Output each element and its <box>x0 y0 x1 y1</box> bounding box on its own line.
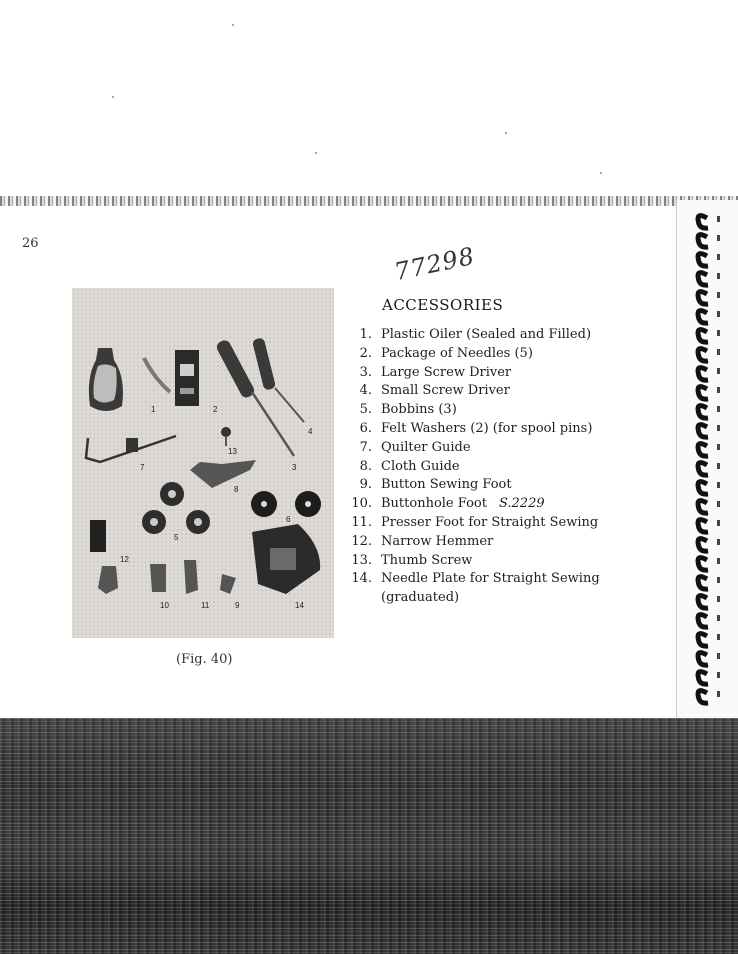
list-item <box>340 458 640 477</box>
binding-ring <box>698 273 708 286</box>
section-title: ACCESSORIES <box>382 296 504 314</box>
photo-label: 3 <box>292 463 297 472</box>
binding-ring <box>698 520 708 533</box>
item-number: 1. <box>359 327 372 342</box>
binding-ring <box>698 558 708 571</box>
foot-image <box>98 566 118 594</box>
photo-label: 7 <box>140 463 145 472</box>
list-item <box>340 514 640 533</box>
binding-ring <box>698 463 708 476</box>
figure-caption: (Fig. 40) <box>176 652 233 667</box>
binding-ring <box>698 330 708 343</box>
list-item <box>340 476 640 495</box>
list-item <box>340 495 640 514</box>
item-text: Presser Foot for Straight Sewing <box>381 514 599 530</box>
page-top-edge <box>0 196 738 206</box>
binding-ring <box>698 691 708 704</box>
item-text: Cloth Guide <box>381 458 460 474</box>
spiral-binding <box>676 200 738 724</box>
binding-hole <box>717 311 720 317</box>
scan-speck <box>505 132 507 134</box>
item-number: 4. <box>359 383 372 399</box>
item-text: Plastic Oiler (Sealed and Filled) <box>381 327 592 342</box>
item-number: 2. <box>359 345 372 361</box>
scan-background <box>0 718 738 954</box>
photo-label: 10 <box>160 601 169 610</box>
binding-hole <box>717 520 720 526</box>
binding-hole <box>717 596 720 602</box>
photo-label: 8 <box>234 485 239 494</box>
binding-hole <box>717 349 720 355</box>
foot-image <box>220 574 236 594</box>
photo-label: 2 <box>213 405 218 414</box>
page-number: 26 <box>22 236 39 251</box>
binding-ring <box>698 349 708 362</box>
item-number: 6. <box>359 420 372 436</box>
list-item-continuation: (graduated) <box>381 590 460 606</box>
photo-label: 6 <box>286 515 291 524</box>
item-number: 5. <box>359 402 372 418</box>
list-item <box>340 364 640 383</box>
binding-hole <box>717 691 720 697</box>
item-text: Narrow Hemmer <box>381 533 494 549</box>
item-number: 14. <box>351 571 372 587</box>
binding-hole <box>717 558 720 564</box>
binding-ring <box>698 482 708 495</box>
needle-pack-image <box>175 350 199 406</box>
item-text: Thumb Screw <box>381 552 473 568</box>
item-text: Button Sewing Foot <box>381 477 512 493</box>
foot-image <box>150 564 166 592</box>
binding-ring <box>698 387 708 400</box>
list-item <box>340 439 640 458</box>
item-number: 3. <box>359 364 372 380</box>
large-screwdriver-image <box>215 338 256 399</box>
item-text: Large Screw Driver <box>381 364 512 380</box>
binding-ring <box>698 311 708 324</box>
list-item <box>340 533 640 552</box>
binding-hole <box>717 273 720 279</box>
binding-ring <box>698 672 708 685</box>
item-text: Bobbins (3) <box>381 402 457 418</box>
binding-hole <box>717 406 720 412</box>
binding-ring <box>698 292 708 305</box>
list-item <box>340 570 640 589</box>
binding-ring <box>698 653 708 666</box>
binding-hole <box>717 387 720 393</box>
binding-ring <box>698 539 708 552</box>
small-screwdriver-image <box>252 337 276 390</box>
photo-label: 13 <box>228 447 237 456</box>
list-item <box>340 420 640 439</box>
binding-hole <box>717 254 720 260</box>
photo-label: 5 <box>174 533 179 542</box>
item-number: 7. <box>359 439 372 455</box>
binding-hole <box>717 330 720 336</box>
binding-hole <box>717 216 720 222</box>
photo-label: 11 <box>201 601 210 610</box>
cloth-guide-image <box>190 460 256 488</box>
binding-hole <box>717 292 720 298</box>
item-number: 11. <box>351 514 372 530</box>
thumb-screw-image <box>221 427 231 437</box>
item-text: Quilter Guide <box>381 439 471 455</box>
binding-hole <box>717 482 720 488</box>
binding-ring <box>698 368 708 381</box>
handwritten-number: 77298 <box>391 241 478 287</box>
narrow-hemmer-image <box>90 520 106 552</box>
list-item <box>340 345 640 364</box>
list-item <box>340 382 640 401</box>
scan-top-margin <box>0 0 738 205</box>
item-text: Package of Needles (5) <box>381 345 533 361</box>
item-number: 13. <box>351 552 372 568</box>
binding-hole <box>717 672 720 678</box>
scan-speck <box>315 152 317 154</box>
list-item <box>340 401 640 420</box>
scan-speck <box>600 172 602 174</box>
binding-hole <box>717 235 720 241</box>
list-item <box>340 326 640 345</box>
binding-ring <box>698 425 708 438</box>
binding-hole <box>717 425 720 431</box>
binding-ring <box>698 577 708 590</box>
binding-ring <box>698 444 708 457</box>
item-text: Small Screw Driver <box>381 383 510 399</box>
binding-ring <box>698 406 708 419</box>
photo-label: 12 <box>120 555 129 564</box>
photo-label: 9 <box>235 601 240 610</box>
binding-ring <box>698 615 708 628</box>
accessory-list <box>340 326 640 608</box>
binding-ring <box>698 235 708 248</box>
binding-hole <box>717 501 720 507</box>
binding-ring <box>698 634 708 647</box>
accessories-photo <box>72 288 334 638</box>
binding-ring <box>698 501 708 514</box>
binding-hole <box>717 653 720 659</box>
binding-hole <box>717 539 720 545</box>
item-text: Felt Washers (2) (for spool pins) <box>381 420 593 436</box>
foot-image <box>184 560 198 594</box>
binding-hole <box>717 577 720 583</box>
binding-ring <box>698 216 708 229</box>
photo-label: 1 <box>151 405 156 414</box>
handwritten-code: S.2229 <box>498 496 545 512</box>
binding-hole <box>717 444 720 450</box>
scan-speck <box>232 24 234 26</box>
list-item <box>340 552 640 571</box>
scan-speck <box>112 96 114 98</box>
binding-hole <box>717 463 720 469</box>
item-number: 9. <box>359 477 372 493</box>
item-number: 10. <box>351 496 372 512</box>
binding-ring <box>698 254 708 267</box>
binding-hole <box>717 368 720 374</box>
binding-ring <box>698 596 708 609</box>
photo-label: 4 <box>308 427 313 436</box>
item-number: 8. <box>359 458 372 474</box>
item-text: Needle Plate for Straight Sewing <box>381 571 600 587</box>
item-text: Buttonhole Foot <box>381 496 487 512</box>
photo-label: 14 <box>295 601 304 610</box>
binding-hole <box>717 634 720 640</box>
item-number: 12. <box>351 533 372 549</box>
binding-hole <box>717 615 720 621</box>
